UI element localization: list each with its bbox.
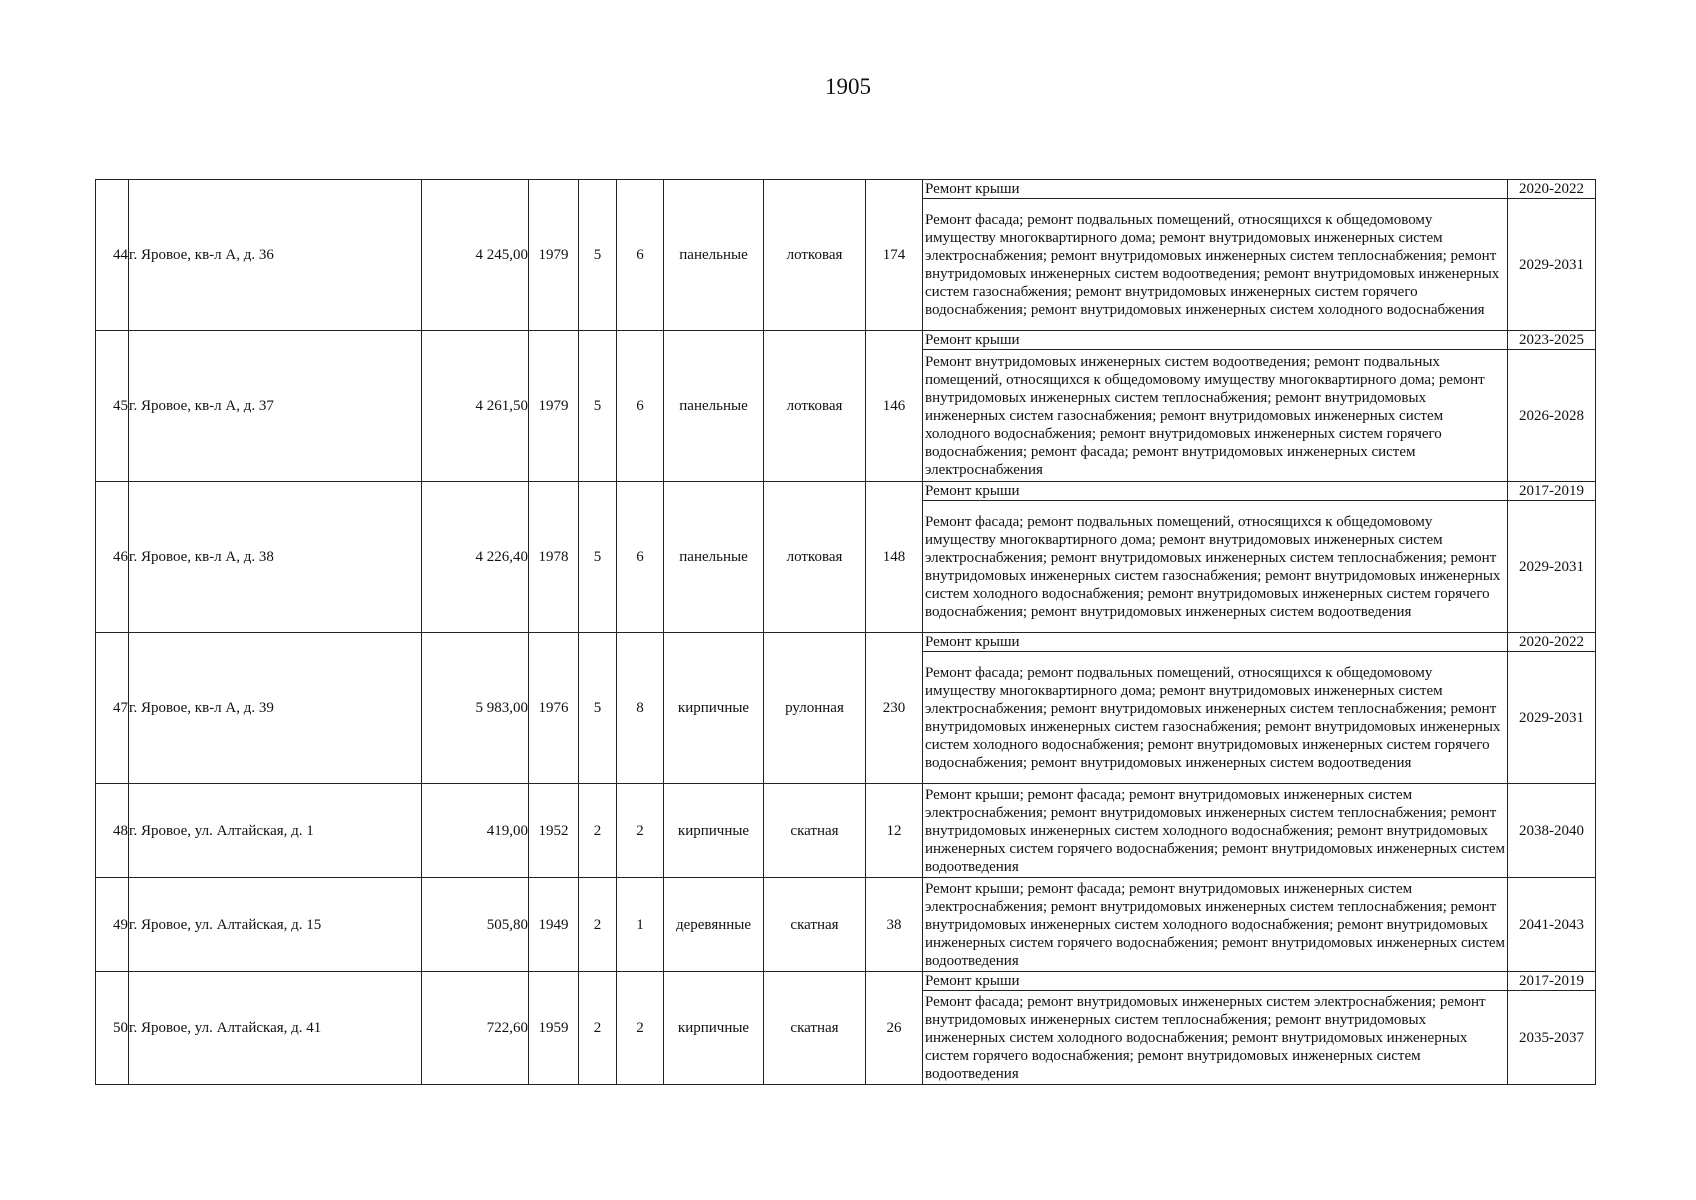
residents-count: 38 (866, 878, 923, 972)
row-number: 49 (96, 878, 129, 972)
repair-period: 2029-2031 (1508, 501, 1596, 633)
repair-period: 2029-2031 (1508, 199, 1596, 331)
floors-count: 5 (579, 482, 617, 633)
floors-count: 2 (579, 784, 617, 878)
repair-period: 2026-2028 (1508, 350, 1596, 482)
entrances-count: 6 (617, 482, 664, 633)
repair-period: 2041-2043 (1508, 878, 1596, 972)
roof-type: лотковая (764, 482, 866, 633)
roof-type: скатная (764, 878, 866, 972)
table-row (96, 972, 1596, 991)
residents-count: 146 (866, 331, 923, 482)
repair-work-text: Ремонт крыши (923, 180, 1508, 199)
roof-type: рулонная (764, 633, 866, 784)
floors-count: 5 (579, 331, 617, 482)
repair-period: 2020-2022 (1508, 633, 1596, 652)
repair-work-text: Ремонт крыши; ремонт фасада; ремонт внутридомовых инженерных систем электроснабжения; ремонт внутридомовых инженерных систем теплоснабжения; ремонт внутридомовых инженерных систем холодного водоснабжения; ремонт внутридомовых инженерных систем горячего водоснабжения; ремонт внутридомовых инженерных систем водоотведения (923, 878, 1508, 972)
house-address: г. Яровое, кв-л А, д. 37 (129, 331, 422, 482)
entrances-count: 2 (617, 784, 664, 878)
repair-period: 2023-2025 (1508, 331, 1596, 350)
entrances-count: 1 (617, 878, 664, 972)
repair-period: 2029-2031 (1508, 652, 1596, 784)
wall-material: панельные (664, 331, 764, 482)
repair-period: 2038-2040 (1508, 784, 1596, 878)
row-number: 47 (96, 633, 129, 784)
repair-work-text: Ремонт крыши (923, 482, 1508, 501)
repair-period: 2017-2019 (1508, 482, 1596, 501)
repair-period: 2035-2037 (1508, 991, 1596, 1085)
wall-material: панельные (664, 180, 764, 331)
house-address: г. Яровое, кв-л А, д. 38 (129, 482, 422, 633)
roof-type: скатная (764, 972, 866, 1085)
construction-year: 1978 (529, 482, 579, 633)
construction-year: 1959 (529, 972, 579, 1085)
wall-material: панельные (664, 482, 764, 633)
entrances-count: 6 (617, 331, 664, 482)
house-address: г. Яровое, ул. Алтайская, д. 15 (129, 878, 422, 972)
repair-work-text: Ремонт внутридомовых инженерных систем водоотведения; ремонт подвальных помещений, относящихся к общедомовому имуществу многоквартирного дома; ремонт внутридомовых инженерных систем теплоснабжения; ремонт внутридомовых инженерных систем газоснабжения; ремонт внутридомовых инженерных систем холодного водоснабжения; ремонт внутридомовых инженерных систем горячего водоснабжения; ремонт фасада; ремонт внутридомовых инженерных систем электроснабжения (923, 350, 1508, 482)
repair-work-text: Ремонт фасада; ремонт внутридомовых инженерных систем электроснабжения; ремонт внутридомовых инженерных систем теплоснабжения; ремонт внутридомовых инженерных систем холодного водоснабжения; ремонт внутридомовых инженерных систем горячего водоснабжения; ремонт внутридомовых инженерных систем водоотведения (923, 991, 1508, 1085)
row-number: 48 (96, 784, 129, 878)
table-row (96, 482, 1596, 501)
entrances-count: 8 (617, 633, 664, 784)
table-row (96, 331, 1596, 350)
wall-material: кирпичные (664, 972, 764, 1085)
housing-repair-table (95, 179, 1596, 1085)
roof-type: лотковая (764, 180, 866, 331)
residents-count: 148 (866, 482, 923, 633)
repair-period: 2020-2022 (1508, 180, 1596, 199)
repair-work-text: Ремонт фасада; ремонт подвальных помещений, относящихся к общедомовому имуществу многоквартирного дома; ремонт внутридомовых инженерных систем электроснабжения; ремонт внутридомовых инженерных систем теплоснабжения; ремонт внутридомовых инженерных систем газоснабжения; ремонт внутридомовых инженерных систем холодного водоснабжения; ремонт внутридомовых инженерных систем горячего водоснабжения; ремонт внутридомовых инженерных систем водоотведения (923, 501, 1508, 633)
residents-count: 26 (866, 972, 923, 1085)
floors-count: 5 (579, 180, 617, 331)
table-row (96, 878, 1596, 972)
construction-year: 1976 (529, 633, 579, 784)
construction-year: 1952 (529, 784, 579, 878)
construction-year: 1949 (529, 878, 579, 972)
house-area: 4 245,00 (422, 180, 529, 331)
repair-work-text: Ремонт фасада; ремонт подвальных помещений, относящихся к общедомовому имуществу многоквартирного дома; ремонт внутридомовых инженерных систем электроснабжения; ремонт внутридомовых инженерных систем теплоснабжения; ремонт внутридомовых инженерных систем водоотведения; ремонт внутридомовых инженерных систем газоснабжения; ремонт внутридомовых инженерных систем горячего водоснабжения; ремонт внутридомовых инженерных систем холодного водоснабжения (923, 199, 1508, 331)
wall-material: кирпичные (664, 784, 764, 878)
repair-work-text: Ремонт крыши; ремонт фасада; ремонт внутридомовых инженерных систем электроснабжения; ремонт внутридомовых инженерных систем теплоснабжения; ремонт внутридомовых инженерных систем холодного водоснабжения; ремонт внутридомовых инженерных систем горячего водоснабжения; ремонт внутридомовых инженерных систем водоотведения (923, 784, 1508, 878)
residents-count: 230 (866, 633, 923, 784)
repair-work-text: Ремонт крыши (923, 331, 1508, 350)
table-row (96, 633, 1596, 652)
row-number: 45 (96, 331, 129, 482)
floors-count: 2 (579, 878, 617, 972)
repair-work-text: Ремонт крыши (923, 972, 1508, 991)
house-area: 505,80 (422, 878, 529, 972)
floors-count: 5 (579, 633, 617, 784)
table-row (96, 180, 1596, 199)
residents-count: 174 (866, 180, 923, 331)
house-area: 722,60 (422, 972, 529, 1085)
entrances-count: 6 (617, 180, 664, 331)
house-area: 4 226,40 (422, 482, 529, 633)
table-row (96, 784, 1596, 878)
repair-period: 2017-2019 (1508, 972, 1596, 991)
house-address: г. Яровое, кв-л А, д. 39 (129, 633, 422, 784)
house-address: г. Яровое, ул. Алтайская, д. 41 (129, 972, 422, 1085)
repair-work-text: Ремонт фасада; ремонт подвальных помещений, относящихся к общедомовому имуществу многоквартирного дома; ремонт внутридомовых инженерных систем электроснабжения; ремонт внутридомовых инженерных систем теплоснабжения; ремонт внутридомовых инженерных систем газоснабжения; ремонт внутридомовых инженерных систем холодного водоснабжения; ремонт внутридомовых инженерных систем горячего водоснабжения; ремонт внутридомовых инженерных систем водоотведения (923, 652, 1508, 784)
residents-count: 12 (866, 784, 923, 878)
house-area: 419,00 (422, 784, 529, 878)
wall-material: кирпичные (664, 633, 764, 784)
repair-work-text: Ремонт крыши (923, 633, 1508, 652)
floors-count: 2 (579, 972, 617, 1085)
construction-year: 1979 (529, 180, 579, 331)
roof-type: лотковая (764, 331, 866, 482)
house-address: г. Яровое, кв-л А, д. 36 (129, 180, 422, 331)
house-area: 4 261,50 (422, 331, 529, 482)
house-address: г. Яровое, ул. Алтайская, д. 1 (129, 784, 422, 878)
wall-material: деревянные (664, 878, 764, 972)
house-area: 5 983,00 (422, 633, 529, 784)
roof-type: скатная (764, 784, 866, 878)
construction-year: 1979 (529, 331, 579, 482)
page-number: 1905 (825, 74, 871, 99)
entrances-count: 2 (617, 972, 664, 1085)
row-number: 44 (96, 180, 129, 331)
row-number: 50 (96, 972, 129, 1085)
row-number: 46 (96, 482, 129, 633)
